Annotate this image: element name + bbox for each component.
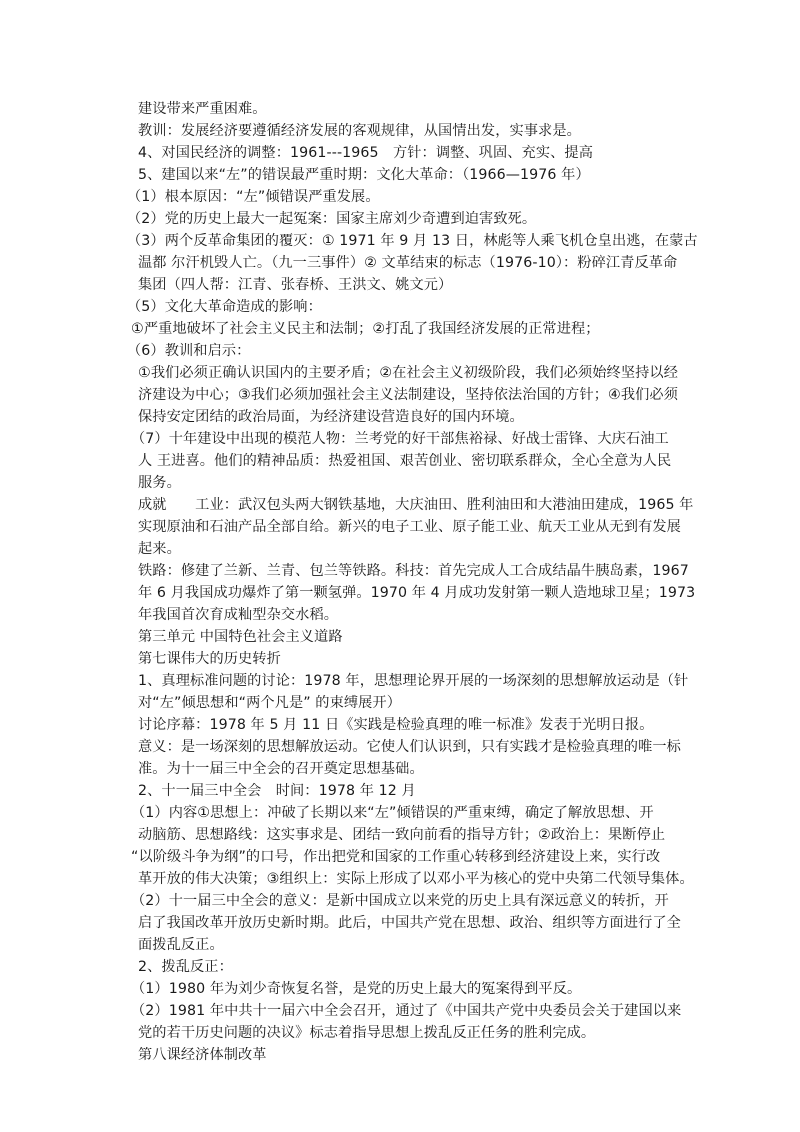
- text-line: 启了我国改革开放历史新时期。此后，中国共产党在思想、政治、组织等方面进行了全: [138, 915, 681, 931]
- text-line: “以阶级斗争为纲”的口号，作出把党和国家的工作重心转移到经济建设上来，实行改: [131, 849, 661, 865]
- text-line: 年我国首次育成籼型杂交水稻。: [138, 607, 339, 623]
- text-line: 讨论序幕：1978 年 5 月 11 日《实践是检验真理的唯一标准》发表于光明日报。: [138, 717, 654, 733]
- text-line: 4、对国民经济的调整：1961---1965 方针：调整、巩固、充实、提高: [138, 145, 593, 161]
- text-line: ①我们必须正确认识国内的主要矛盾；②在社会主义初级阶段，我们必须始终坚持以经: [138, 365, 678, 381]
- text-line: 实现原油和石油产品全部自给。新兴的电子工业、原子能工业、航天工业从无到有发展: [138, 519, 681, 535]
- text-line: 建设带来严重困难。: [138, 101, 267, 117]
- text-line: （5）文化大革命造成的影响：: [127, 299, 322, 315]
- text-line: 意义：是一场深刻的思想解放运动。它使人们认识到，只有实践才是检验真理的唯一标: [138, 739, 681, 755]
- text-line: 教训：发展经济要遵循经济发展的客观规律，从国情出发，实事求是。: [138, 123, 581, 139]
- text-line: 服务。: [138, 475, 181, 491]
- text-line: （7）十年建设中出现的模范人物：兰考党的好干部焦裕禄、好战士雷锋、大庆石油工: [131, 431, 669, 447]
- text-line: 保持安定团结的政治局面，为经济建设营造良好的国内环境。: [138, 409, 524, 425]
- text-line: （1）根本原因：“左”倾错误严重发展。: [127, 189, 380, 205]
- text-line: （2）十一届三中全会的意义：是新中国成立以来党的历史上具有深远意义的转折，开: [131, 893, 669, 909]
- text-line: 济建设为中心；③我们必须加强社会主义法制建设，坚持依法治国的方针；④我们必须: [138, 387, 678, 403]
- text-line: （2）1981 年中共十一届六中全会召开，通过了《中国共产党中央委员会关于建国以来: [131, 1003, 682, 1019]
- text-line: 2、十一届三中全会 时间：1978 年 12 月: [138, 783, 416, 799]
- text-line: （6）教训和启示：: [127, 343, 251, 359]
- text-line: 2、拨乱反正：: [138, 959, 233, 975]
- text-line: （1）内容①思想上：冲破了长期以来“左”倾错误的严重束缚，确定了解放思想、开: [131, 805, 654, 821]
- text-line: 对“左”倾思想和“两个凡是” 的束缚展开）: [138, 695, 402, 711]
- text-line: 5、建国以来“左”的错误最严重时期：文化大革命：（1966—1976 年）: [138, 167, 590, 183]
- text-line: 温都 尔汗机毁人亡。（九一三事件）② 文革结束的标志（1976-10）：粉碎江青反革命: [138, 255, 678, 271]
- text-line: 准。为十一届三中全会的召开奠定思想基础。: [138, 761, 424, 777]
- text-line: （2）党的历史上最大一起冤案：国家主席刘少奇遭到迫害致死。: [127, 211, 537, 227]
- text-line: 起来。: [138, 541, 181, 557]
- text-line: 集团（四人帮：江青、张春桥、王洪文、姚文元）: [138, 277, 453, 293]
- text-line: 铁路：修建了兰新、兰青、包兰等铁路。科技：首先完成人工合成结晶牛胰岛素，1967: [138, 563, 689, 579]
- text-line: （1）1980 年为刘少奇恢复名誉，是党的历史上最大的冤案得到平反。: [131, 981, 582, 997]
- text-line: ①严重地破坏了社会主义民主和法制；②打乱了我国经济发展的正常进程；: [131, 321, 600, 337]
- text-line: 年 6 月我国成功爆炸了第一颗氢弹。1970 年 4 月成功发射第一颗人造地球卫星；1973: [138, 585, 696, 601]
- text-line: （3）两个反革命集团的覆灭：① 1971 年 9 月 13 日，林彪等人乘飞机仓皇出逃，在蒙古: [127, 233, 698, 249]
- section-heading: 第三单元 中国特色社会主义道路: [138, 629, 343, 645]
- text-line: 革开放的伟大决策；③组织上：实际上形成了以邓小平为核心的党中央第二代领导集体。: [138, 871, 694, 887]
- text-line: 党的若干历史问题的决议》标志着指导思想上拨乱反正任务的胜利完成。: [138, 1025, 596, 1041]
- lesson-heading: 第七课伟大的历史转折: [138, 651, 281, 667]
- text-line: 1、真理标准问题的讨论：1978 年，思想理论界开展的一场深刻的思想解放运动是（针: [138, 673, 689, 689]
- text-line: 面拨乱反正。: [138, 937, 224, 953]
- text-line: 成就 工业：武汉包头两大钢铁基地，大庆油田、胜利油田和大港油田建成，1965 年: [138, 497, 694, 513]
- text-line: 人 王进喜。他们的精神品质：热爱祖国、艰苦创业、密切联系群众，全心全意为人民: [138, 453, 672, 469]
- text-line: 动脑筋、思想路线：这实事求是、团结一致向前看的指导方针；②政治上：果断停止: [138, 827, 666, 843]
- lesson-heading: 第八课经济体制改革: [138, 1047, 267, 1063]
